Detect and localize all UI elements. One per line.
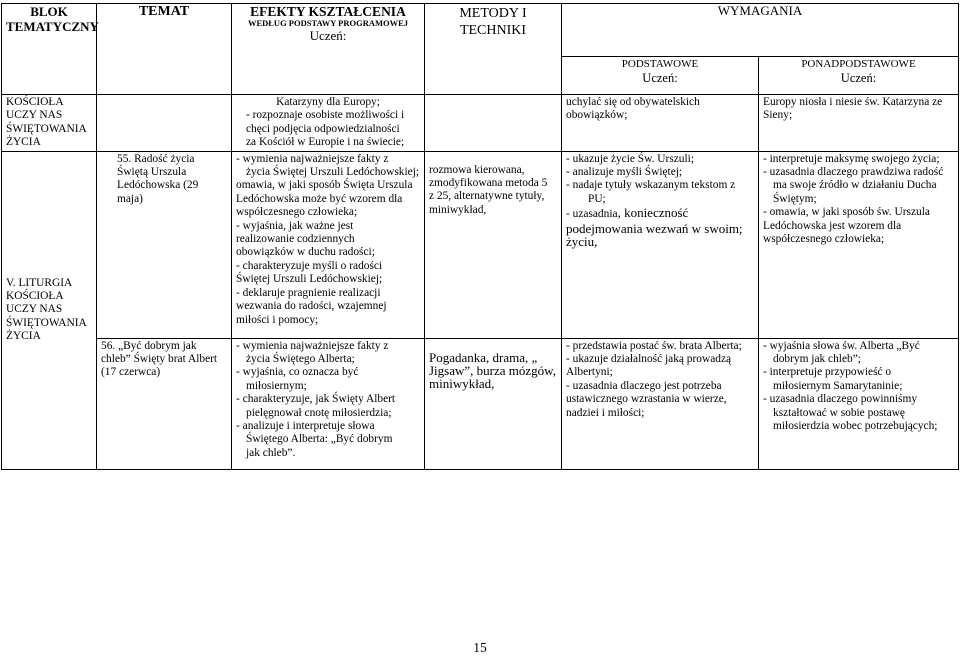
page-number: 15 [473,640,487,655]
table-row [2,95,959,152]
block-cell-top: KOŚCIOŁA UCZY NAS ŚWIĘTOWANIA ŻYCIA [2,95,97,152]
metody-cell: Pogadanka, drama, „ Jigsaw”, burza mózgów, miniwykład, [425,338,562,469]
temat-cell: 56. „Być dobrym jak chleb” Święty brat Albert (17 czerwca) [97,338,232,469]
header-wymagania: WYMAGANIA [562,4,959,57]
metody-cell-empty [425,95,562,152]
temat-cell-empty [97,95,232,152]
header-metody: METODY I TECHNIKI [425,4,562,95]
ponadpodstawowe-cell: - interpretuje maksymę swojego życia; - uzasadnia dlaczego prawdziwa radość ma swoje źródło w działaniu Ducha Świętym; - omawia, w jaki sposób św. Urszula Ledóchowska jest wzorem dla współczesnego człowieka; [759,151,959,338]
header-efekty: EFEKTY KSZTAŁCENIA WEDŁUG PODSTAWY PROGRAMOWEJ Uczeń: [232,4,425,95]
temat-cell: 55. Radość życia Świętą Urszula Ledóchowska (29 maja) [97,151,232,338]
ponadpodstawowe-cell: Europy niosła i niesie św. Katarzyna ze Sieny; [759,95,959,152]
table-row [2,338,959,469]
header-blok: BLOK TEMATYCZNY [2,4,97,95]
podstawowe-cell: uchylać się od obywatelskich obowiązków; [562,95,759,152]
efekty-cell: Katarzyny dla Europy; - rozpoznaje osobiste możliwości i chęci podjęcia odpowiedzialności za Kościół w Europie i na świecie; [232,95,425,152]
curriculum-table [1,3,959,470]
block-cell-bottom: V. LITURGIA KOŚCIOŁA UCZY NAS ŚWIĘTOWANIA ŻYCIA [2,151,97,469]
efekty-cell: - wymienia najważniejsze fakty z życia Świętego Alberta; - wyjaśnia, co oznacza być miłosiernym; - charakteryzuje, jak Święty Albert pielęgnował cnotę miłosierdzia; - analizuje i interpretuje słowa Świętego Alberta: „Być dobrym jak chleb”. [232,338,425,469]
podstawowe-cell: - przedstawia postać św. brata Alberta; - ukazuje działalność jaką prowadzą Albertyni; - uzasadnia dlaczego jest potrzeba ustawicznego wzrastania w wierze, nadziei i miłości; [562,338,759,469]
efekty-cell: - wymienia najważniejsze fakty z życia Świętej Urszuli Ledóchowskiej; omawia, w jaki sposób Święta Urszula Ledóchowska może być wzorem dla współczesnego człowieka; - wyjaśnia, jak ważne jest realizowanie codziennych obowiązków w duchu radości; - charakteryzuje myśli o radości Świętej Urszuli Ledóchowskiej; - deklaruje pragnienie realizacji wezwania do radości, wzajemnej miłości i pomocy; [232,151,425,338]
podstawowe-cell: - ukazuje życie Św. Urszuli; - analizuje myśli Świętej; - nadaje tytuły wskazanym tekstom z PU; - uzasadnia, konieczność podejmowania wezwań w swoim; życiu, [562,151,759,338]
metody-cell: rozmowa kierowana, zmodyfikowana metoda 5 z 25, alternatywne tytuły, miniwykład, [425,151,562,338]
header-ponadpodstawowe: PONADPODSTAWOWE Uczeń: [759,57,959,95]
header-temat: TEMAT [97,4,232,95]
ponadpodstawowe-cell: - wyjaśnia słowa św. Alberta „Być dobrym jak chleb”; - interpretuje przypowieść o miłosiernym Samarytaninie; - uzasadnia dlaczego powinniśmy kształtować w sobie postawę miłosierdzia wobec potrzebujących; [759,338,959,469]
table-row [2,151,959,338]
header-podstawowe: PODSTAWOWE Uczeń: [562,57,759,95]
